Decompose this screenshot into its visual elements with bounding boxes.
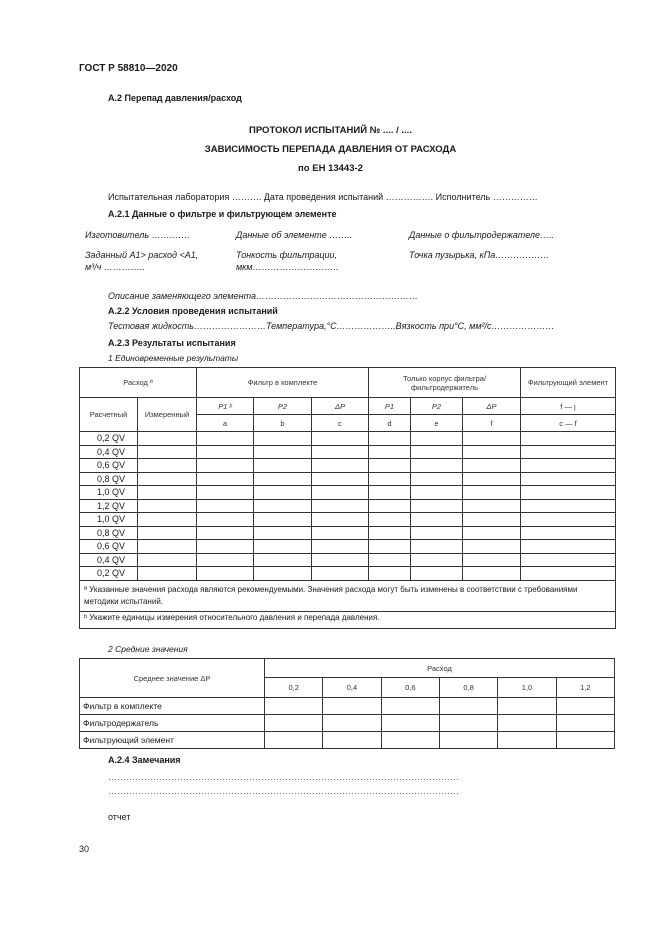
- sub-mean-values: 2 Средние значения: [108, 644, 188, 654]
- empty-cell: [138, 432, 197, 446]
- empty-cell: [439, 715, 497, 732]
- empty-cell: [138, 472, 197, 486]
- sub-single-results: 1 Единовременные результаты: [108, 353, 239, 363]
- calc-flow-cell: 0,4 QV: [80, 553, 138, 567]
- empty-cell: [254, 540, 312, 554]
- mean-header: Среднее значение ΔP: [80, 659, 265, 698]
- empty-cell: [521, 432, 616, 446]
- empty-cell: [463, 459, 521, 473]
- calc-flow-cell: 0,6 QV: [80, 540, 138, 554]
- calc-flow-cell: 1,0 QV: [80, 486, 138, 500]
- letter-e: e: [411, 415, 463, 432]
- calc-header: Расчетный: [80, 398, 138, 432]
- empty-cell: [369, 499, 411, 513]
- fineness-label: Тонкость фильтрации,: [236, 250, 338, 260]
- filter-header: Фильтр в комплекте: [197, 368, 369, 398]
- flow-header: Расход ª: [80, 368, 197, 398]
- empty-cell: [521, 499, 616, 513]
- page-number: 30: [79, 844, 90, 854]
- table-row: [80, 459, 616, 473]
- holder-data: Данные о фильтродержателе…..: [409, 230, 554, 240]
- empty-cell: [521, 526, 616, 540]
- flow-value: 0,4: [323, 678, 381, 698]
- table-row: [80, 553, 616, 567]
- empty-cell: [556, 698, 614, 715]
- s4-heading: А.2.4 Замечания: [108, 755, 181, 765]
- empty-cell: [254, 513, 312, 527]
- element-header: Фильтрующий элемент: [521, 368, 616, 398]
- table-row: [80, 698, 615, 715]
- flow-rate-label: Заданный А1> расход <А1,: [85, 250, 199, 260]
- empty-cell: [498, 698, 556, 715]
- empty-cell: [521, 472, 616, 486]
- remarks-line-1: ………………………………………………………………………………………………………: [108, 772, 459, 782]
- calc-flow-cell: 0,2 QV: [80, 567, 138, 581]
- empty-cell: [411, 540, 463, 554]
- test-conditions: Тестовая жидкость……………………Температура,°С………………..Вязкость при°С, мм²/с…………………: [108, 321, 555, 331]
- empty-cell: [381, 715, 439, 732]
- empty-cell: [463, 445, 521, 459]
- empty-cell: [138, 553, 197, 567]
- empty-cell: [197, 499, 254, 513]
- empty-cell: [411, 486, 463, 500]
- empty-cell: [323, 732, 381, 749]
- empty-cell: [323, 715, 381, 732]
- empty-cell: [197, 540, 254, 554]
- table-row: [80, 567, 616, 581]
- report-label: отчет: [108, 812, 131, 822]
- empty-cell: [138, 526, 197, 540]
- s3-heading: А.2.3 Результаты испытания: [108, 338, 236, 348]
- empty-cell: [197, 526, 254, 540]
- protocol-subtitle: ЗАВИСИМОСТЬ ПЕРЕПАДА ДАВЛЕНИЯ ОТ РАСХОДА: [204, 144, 457, 155]
- empty-cell: [254, 499, 312, 513]
- empty-cell: [463, 526, 521, 540]
- empty-cell: [312, 526, 369, 540]
- empty-cell: [463, 540, 521, 554]
- empty-cell: [265, 698, 323, 715]
- empty-cell: [254, 486, 312, 500]
- bubble-point: Точка пузырька, кПа………………: [409, 250, 550, 260]
- empty-cell: [254, 459, 312, 473]
- empty-cell: [312, 486, 369, 500]
- doc-id: ГОСТ Р 58810—2020: [79, 63, 178, 74]
- row-label: Фильтр в комплекте: [80, 698, 265, 715]
- empty-cell: [254, 472, 312, 486]
- s1-heading: А.2.1 Данные о фильтре и фильтрующем элементе: [108, 209, 337, 219]
- table-row: [80, 513, 616, 527]
- empty-cell: [138, 567, 197, 581]
- table-row: [80, 732, 615, 749]
- empty-cell: [463, 567, 521, 581]
- empty-cell: [369, 445, 411, 459]
- body-header: Только корпус фильтра/ фильтродержатель: [369, 368, 521, 398]
- empty-cell: [463, 432, 521, 446]
- empty-cell: [312, 432, 369, 446]
- empty-cell: [197, 567, 254, 581]
- calc-flow-cell: 1,2 QV: [80, 499, 138, 513]
- empty-cell: [138, 459, 197, 473]
- empty-cell: [265, 732, 323, 749]
- empty-cell: [411, 499, 463, 513]
- empty-cell: [521, 567, 616, 581]
- letter-d: d: [369, 415, 411, 432]
- empty-cell: [521, 459, 616, 473]
- col-p2: P2: [254, 398, 312, 415]
- row-label: Фильтродержатель: [80, 715, 265, 732]
- flow-header-2: Расход: [265, 659, 615, 678]
- calc-flow-cell: 0,6 QV: [80, 459, 138, 473]
- empty-cell: [381, 732, 439, 749]
- empty-cell: [521, 513, 616, 527]
- empty-cell: [197, 553, 254, 567]
- row-label: Фильтрующий элемент: [80, 732, 265, 749]
- footnote-b: ᵇ Укажите единицы измерения относительного давления и перепада давления.: [80, 611, 616, 628]
- flow-value: 0,2: [265, 678, 323, 698]
- empty-cell: [312, 499, 369, 513]
- footnote-a: ª Указанные значения расхода являются рекомендуемыми. Значения расхода могут быть изменены в соответствии с требованиями методики испытаний.: [80, 580, 616, 611]
- empty-cell: [411, 432, 463, 446]
- empty-cell: [197, 459, 254, 473]
- calc-flow-cell: 0,8 QV: [80, 472, 138, 486]
- empty-cell: [254, 567, 312, 581]
- lab-line: Испытательная лаборатория ………. Дата проведения испытаний ……………. Исполнитель ……………: [108, 192, 538, 202]
- flow-value: 0,6: [381, 678, 439, 698]
- empty-cell: [411, 445, 463, 459]
- empty-cell: [254, 526, 312, 540]
- calc-flow-cell: 0,4 QV: [80, 445, 138, 459]
- letter-a: a: [197, 415, 254, 432]
- empty-cell: [556, 715, 614, 732]
- table-row: [80, 715, 615, 732]
- mean-values-table: [79, 658, 615, 749]
- empty-cell: [265, 715, 323, 732]
- section-heading: А.2 Перепад давления/расход: [108, 93, 242, 103]
- manufacturer: Изготовитель ……….…: [85, 230, 191, 240]
- element-data: Данные об элементе ……..: [236, 230, 353, 240]
- letter-c: c: [312, 415, 369, 432]
- empty-cell: [312, 540, 369, 554]
- empty-cell: [439, 732, 497, 749]
- empty-cell: [138, 540, 197, 554]
- protocol-title: ПРОТОКОЛ ИСПЫТАНИЙ № .... / ....: [249, 125, 412, 136]
- empty-cell: [521, 553, 616, 567]
- col-body-p2: P2: [411, 398, 463, 415]
- empty-cell: [369, 553, 411, 567]
- empty-cell: [439, 698, 497, 715]
- table-row: [80, 432, 616, 446]
- empty-cell: [411, 459, 463, 473]
- empty-cell: [498, 732, 556, 749]
- empty-cell: [197, 472, 254, 486]
- empty-cell: [138, 445, 197, 459]
- empty-cell: [521, 540, 616, 554]
- table-row: [80, 499, 616, 513]
- col-elem: f — j: [521, 398, 616, 415]
- empty-cell: [254, 553, 312, 567]
- col-p1: P1 ᵇ: [197, 398, 254, 415]
- empty-cell: [254, 432, 312, 446]
- letter-f: f: [463, 415, 521, 432]
- empty-cell: [463, 499, 521, 513]
- empty-cell: [312, 553, 369, 567]
- empty-cell: [498, 715, 556, 732]
- table-row: [80, 486, 616, 500]
- letter-b: b: [254, 415, 312, 432]
- protocol-standard: по ЕН 13443-2: [298, 163, 363, 174]
- empty-cell: [463, 553, 521, 567]
- empty-cell: [138, 513, 197, 527]
- fineness-units: мкм………………………..: [236, 262, 339, 272]
- empty-cell: [369, 513, 411, 527]
- empty-cell: [463, 513, 521, 527]
- col-dp: ΔP: [312, 398, 369, 415]
- empty-cell: [463, 472, 521, 486]
- flow-value: 1,0: [498, 678, 556, 698]
- empty-cell: [369, 540, 411, 554]
- flow-rate-units: м³/ч …………..: [85, 262, 145, 272]
- empty-cell: [521, 486, 616, 500]
- empty-cell: [381, 698, 439, 715]
- flow-value: 1,2: [556, 678, 614, 698]
- empty-cell: [197, 445, 254, 459]
- empty-cell: [312, 513, 369, 527]
- empty-cell: [411, 567, 463, 581]
- empty-cell: [521, 445, 616, 459]
- table-row: [80, 472, 616, 486]
- empty-cell: [556, 732, 614, 749]
- empty-cell: [138, 486, 197, 500]
- calc-flow-cell: 1,0 QV: [80, 513, 138, 527]
- empty-cell: [411, 526, 463, 540]
- empty-cell: [138, 499, 197, 513]
- empty-cell: [312, 567, 369, 581]
- empty-cell: [411, 472, 463, 486]
- empty-cell: [369, 526, 411, 540]
- meas-header: Измеренный: [138, 398, 197, 432]
- calc-flow-cell: 0,8 QV: [80, 526, 138, 540]
- calc-flow-cell: 0,2 QV: [80, 432, 138, 446]
- empty-cell: [312, 445, 369, 459]
- empty-cell: [312, 472, 369, 486]
- empty-cell: [197, 432, 254, 446]
- empty-cell: [369, 472, 411, 486]
- empty-cell: [369, 486, 411, 500]
- empty-cell: [369, 567, 411, 581]
- replacement-description: Описание заменяющего элемента………………………………………………: [108, 291, 418, 301]
- empty-cell: [254, 445, 312, 459]
- empty-cell: [323, 698, 381, 715]
- remarks-line-2: ………………………………………………………………………………………………………: [108, 786, 459, 796]
- table-row: [80, 445, 616, 459]
- flow-value: 0,8: [439, 678, 497, 698]
- empty-cell: [411, 513, 463, 527]
- empty-cell: [197, 513, 254, 527]
- letter-cf: c — f: [521, 415, 616, 432]
- col-body-dp: ΔP: [463, 398, 521, 415]
- empty-cell: [411, 553, 463, 567]
- table-row: [80, 526, 616, 540]
- empty-cell: [197, 486, 254, 500]
- empty-cell: [369, 432, 411, 446]
- col-body-p1: P1: [369, 398, 411, 415]
- table-row: [80, 540, 616, 554]
- empty-cell: [312, 459, 369, 473]
- s2-heading: А.2.2 Условия проведения испытаний: [108, 306, 278, 316]
- empty-cell: [463, 486, 521, 500]
- empty-cell: [369, 459, 411, 473]
- results-table: [79, 367, 616, 629]
